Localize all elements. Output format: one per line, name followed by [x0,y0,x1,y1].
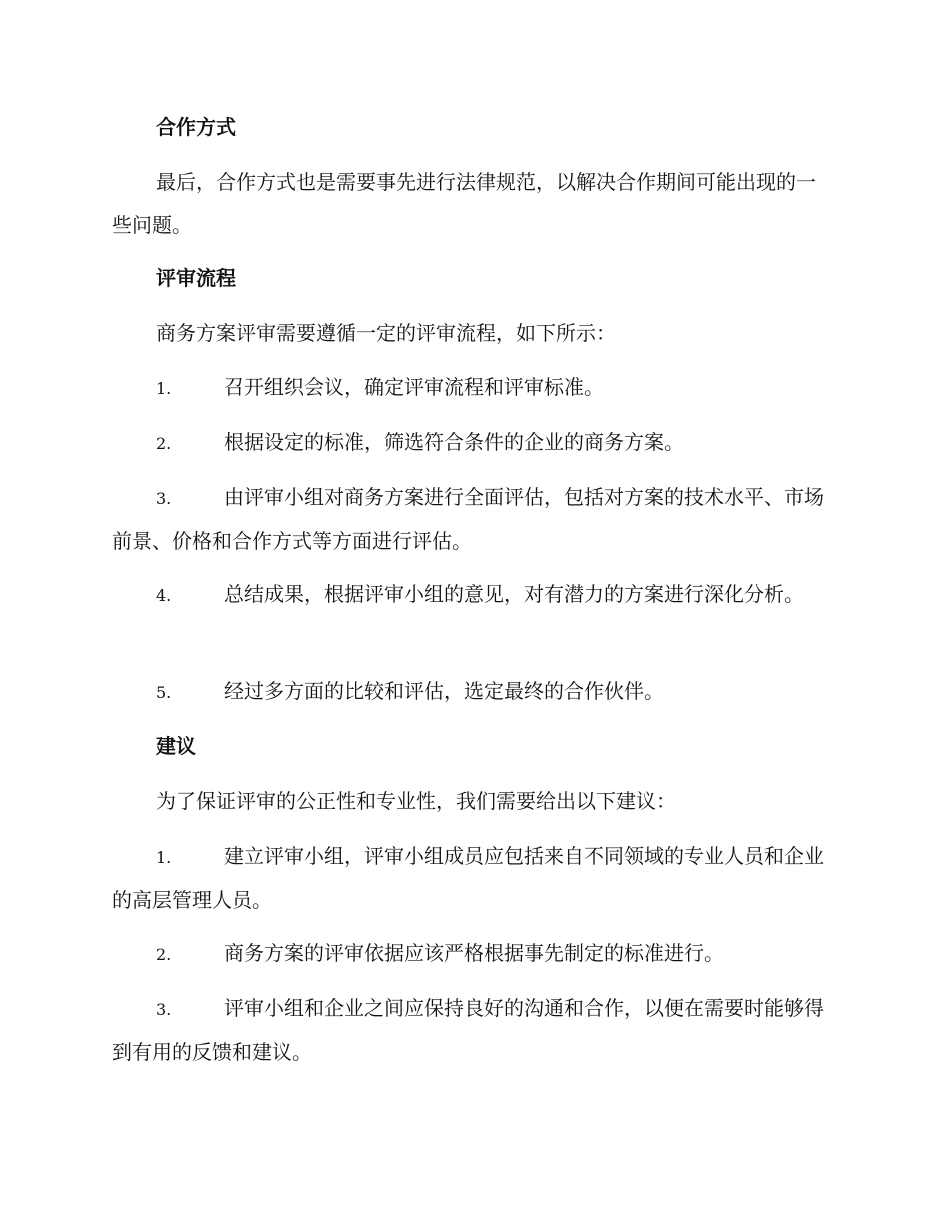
list-number: 3. [156,489,172,508]
list-item-text: 经过多方面的比较和评估，选定最终的合作伙伴。 [224,679,664,703]
list-item-text: 评审小组和企业之间应保持良好的沟通和合作，以便在需要时能够得到有用的反馈和建议。 [112,996,824,1064]
suggestion-item [112,932,834,976]
list-item-text: 商务方案的评审依据应该严格根据事先制定的标准进行。 [224,941,724,965]
list-item-text: 根据设定的标准，筛选符合条件的企业的商务方案。 [224,430,684,454]
suggestions-intro: 为了保证评审的公正性和专业性，我们需要给出以下建议： [156,789,676,813]
list-number: 1. [156,379,172,398]
section-heading-suggestions: 建议 [156,734,196,758]
section-heading-cooperation: 合作方式 [156,115,236,139]
list-number: 2. [156,434,172,453]
list-item-text: 建立评审小组，评审小组成员应包括来自不同领域的专业人员和企业的高层管理人员。 [112,844,824,912]
section-heading-review-process: 评审流程 [156,266,236,290]
list-number: 3. [156,1000,172,1019]
cooperation-paragraph: 最后，合作方式也是需要事先进行法律规范，以解决合作期间可能出现的一些问题。 [112,170,816,237]
review-process-item [112,421,834,465]
review-process-item [112,476,834,563]
list-number: 2. [156,945,172,964]
list-number: 1. [156,848,172,867]
list-item-text: 召开组织会议，确定评审流程和评审标准。 [224,375,604,399]
list-number: 5. [156,683,172,702]
list-item-text: 总结成果，根据评审小组的意见，对有潜力的方案进行深化分析。 [224,582,804,606]
review-process-intro: 商务方案评审需要遵循一定的评审流程，如下所示： [156,321,616,345]
suggestion-item [112,835,834,922]
review-process-item [112,573,834,617]
list-number: 4. [156,586,172,605]
suggestion-item [112,987,834,1074]
review-process-item [112,670,834,714]
review-process-item [112,366,834,410]
list-item-text: 由评审小组对商务方案进行全面评估，包括对方案的技术水平、市场前景、价格和合作方式等方面进行评估。 [112,485,824,553]
